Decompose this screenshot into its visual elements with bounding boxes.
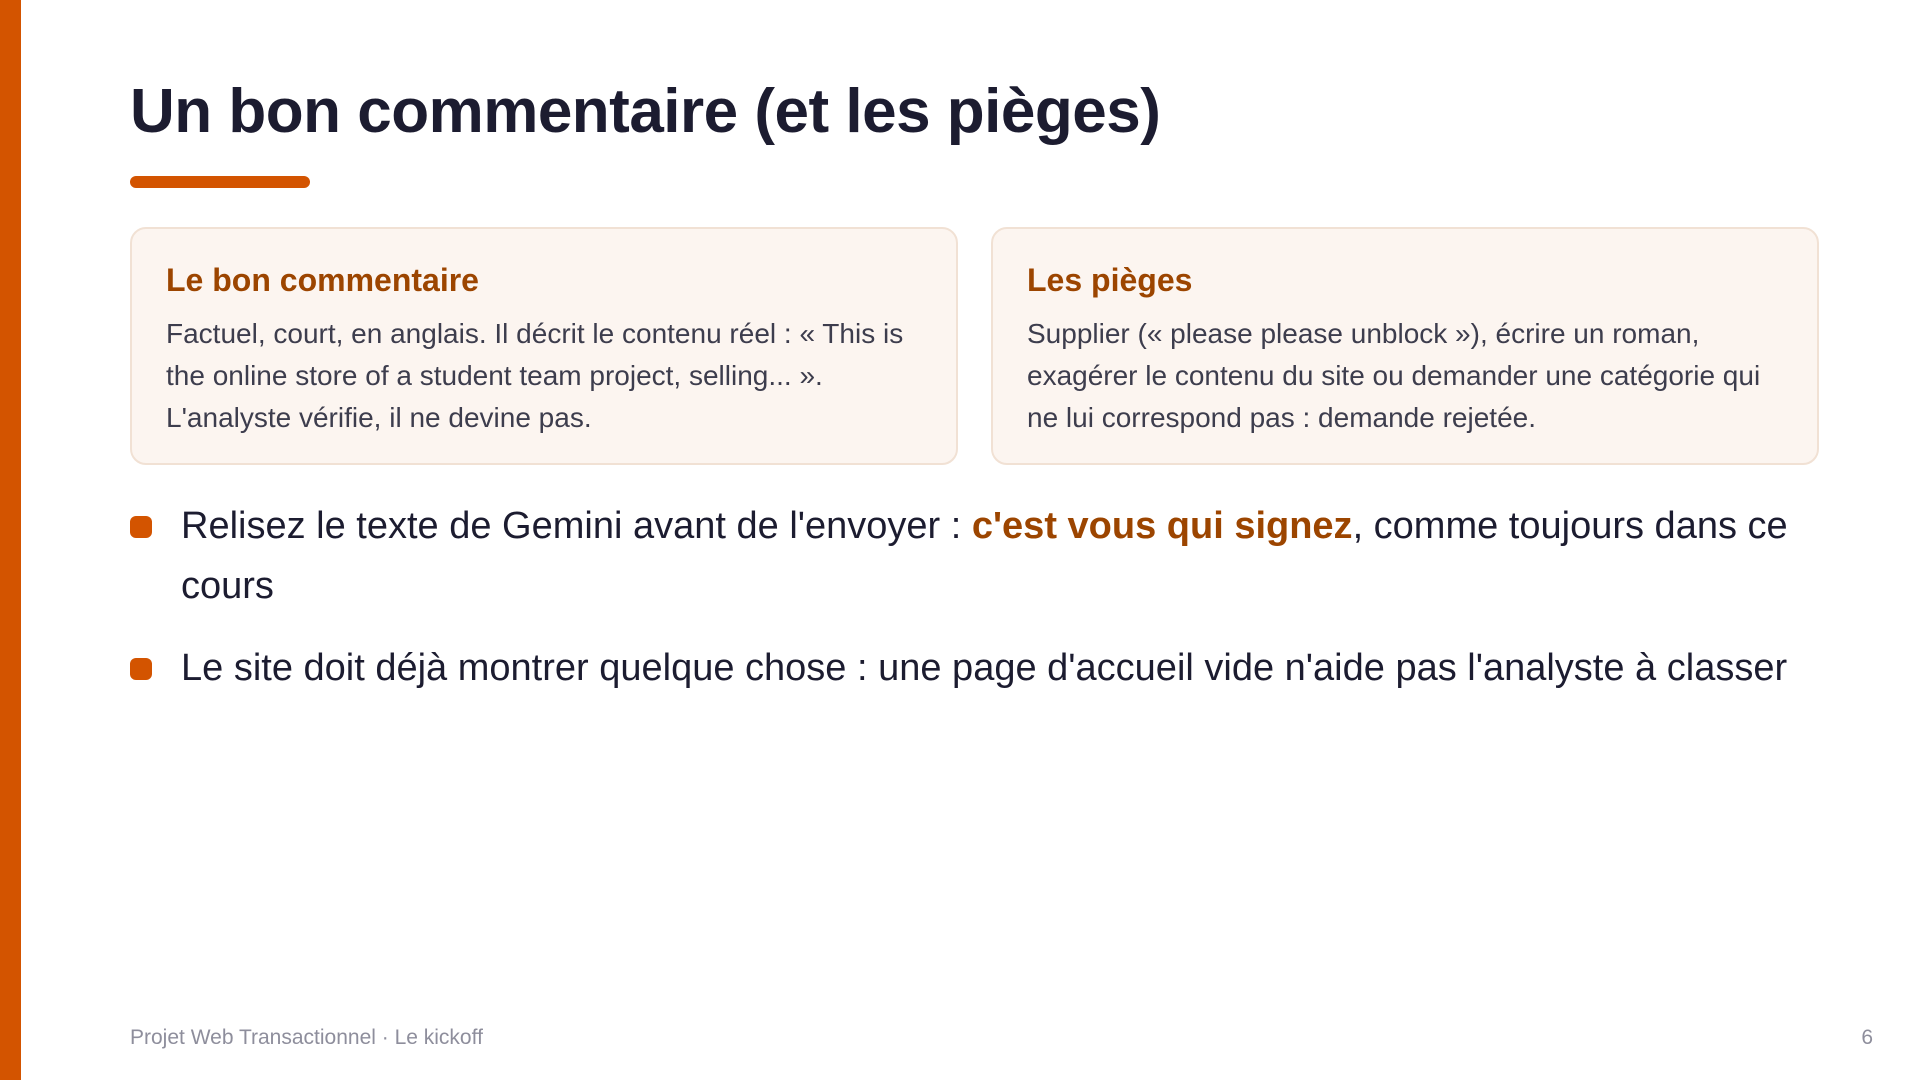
bullet-marker-icon <box>130 516 152 538</box>
card-title: Le bon commentaire <box>166 262 479 298</box>
slide-title: Un bon commentaire (et les pièges) <box>130 77 1161 146</box>
footer-text: Projet Web Transactionnel · Le kickoff <box>130 1026 483 1049</box>
page-number: 6 <box>1861 1026 1873 1049</box>
title-underline <box>130 176 310 188</box>
bullet-item <box>130 496 1810 616</box>
bullet-marker-icon <box>130 658 152 680</box>
pitfalls-card <box>991 227 1819 465</box>
bullet-text: Le site doit déjà montrer quelque chose : une page d'accueil vide n'aide pas l'analyste à classer <box>181 647 1788 689</box>
card-body: Supplier (« please please unblock »), écrire un roman, exagérer le contenu du site ou demander une catégorie qui ne lui correspond pas : demande rejetée. <box>1027 318 1761 433</box>
left-accent-bar <box>0 0 21 1080</box>
bullet-item <box>130 638 1810 698</box>
bullet-list <box>130 496 1810 720</box>
card-body: Factuel, court, en anglais. Il décrit le contenu réel : « This is the online store of a student team project, selling... ». L'analyste vérifie, il ne devine pas. <box>166 318 904 433</box>
bullet-text: Relisez le texte de Gemini avant de l'envoyer : <box>181 505 972 547</box>
card-title: Les pièges <box>1027 262 1193 298</box>
good-comment-card <box>130 227 958 465</box>
bullet-text: , comme toujours dans ce cours <box>181 505 1788 607</box>
bullet-emphasis: c'est vous qui signez <box>971 505 1353 547</box>
